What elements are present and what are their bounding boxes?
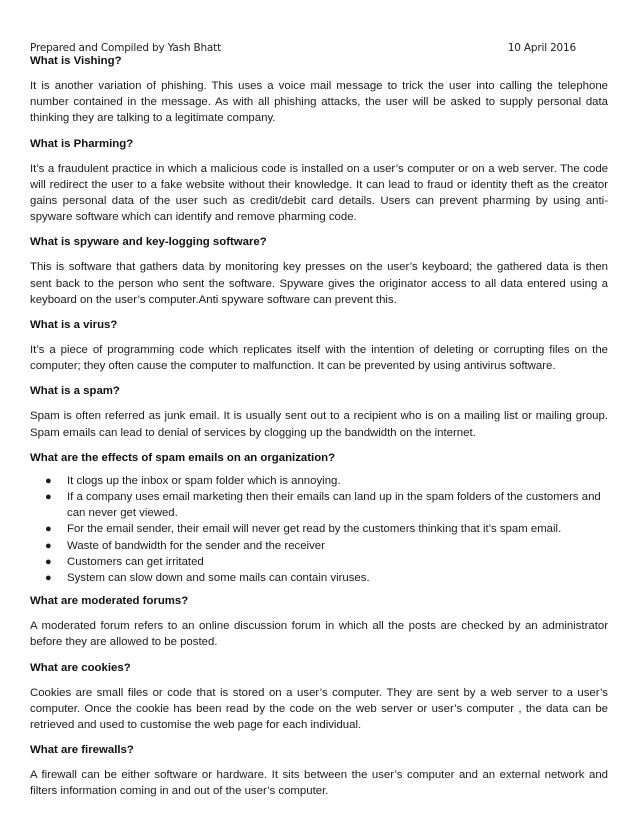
bullet-dot-icon: ● bbox=[45, 572, 52, 585]
section-heading: What is Pharming? bbox=[30, 137, 134, 150]
list-item-text: Customers can get irritated bbox=[67, 555, 204, 568]
bullet-dot-icon: ● bbox=[45, 474, 52, 487]
section-heading: What are moderated forums? bbox=[30, 595, 189, 608]
section-virus bbox=[30, 318, 608, 374]
section-pharming bbox=[30, 137, 608, 226]
section-heading: What are the effects of spam emails on an organization? bbox=[30, 451, 336, 464]
section-heading: What are firewalls? bbox=[30, 744, 134, 757]
list-item-text: System can slow down and some mails can contain viruses. bbox=[67, 572, 370, 585]
list-item-text: For the email sender, their email will never get read by the customers thinking that it’s spam email. bbox=[67, 523, 562, 536]
page-header bbox=[30, 42, 608, 54]
list-item bbox=[45, 473, 608, 489]
list-item-text: If a company uses email marketing then their emails can land up in the spam folders of the customers and can never get viewed. bbox=[67, 491, 601, 520]
bullet-list bbox=[30, 473, 608, 586]
header-date: 10 April 2016 bbox=[507, 42, 576, 54]
section-paragraph: Cookies are small files or code that is stored on a user’s computer. They are sent by a web server to a user’s computer. Once the cookie has been read by the code on the web server or user’s computer , the data can be retrieved and used to customise the web page for each individual. bbox=[30, 686, 608, 732]
section-spam-effects bbox=[30, 451, 608, 586]
section-paragraph: A moderated forum refers to an online discussion forum in which all the posts are checked by an administrator before they are allowed to be posted. bbox=[30, 620, 608, 649]
section-moderated-forums bbox=[30, 594, 608, 650]
list-item-text: Waste of bandwidth for the sender and the receiver bbox=[67, 539, 325, 552]
section-vishing bbox=[30, 54, 608, 127]
section-paragraph: Spam is often referred as junk email. It is usually sent out to a recipient who is on a mailing list or mailing group. Spam emails can lead to denial of services by clogging up the bandwidth on the internet. bbox=[30, 410, 608, 439]
section-heading: What is a spam? bbox=[30, 385, 120, 398]
section-firewalls bbox=[30, 743, 608, 799]
bullet-dot-icon: ● bbox=[45, 539, 52, 552]
section-paragraph: It is another variation of phishing. This uses a voice mail message to trick the user into calling the telephone number contained in the message. As with all phishing attacks, the user will be asked to supply personal data thinking they are talking to a legitimate company. bbox=[30, 80, 608, 125]
section-paragraph: This is software that gathers data by monitoring key presses on the user’s keyboard; the gathered data is then sent back to the person who sent the software. Spyware gives the originator access to all data entered using a keyboard on the user’s computer.Anti spyware software can prevent this. bbox=[30, 261, 608, 306]
list-item bbox=[45, 538, 608, 554]
list-item bbox=[45, 521, 608, 537]
section-cookies bbox=[30, 661, 608, 734]
section-paragraph: It’s a fraudulent practice in which a malicious code is installed on a user’s computer or on a web server. The code will redirect the user to a fake website without their knowledge. It can lead to fraud or identity theft as the creator gains personal data of the user such as credit/debit card details. Users can prevent pharming by using anti-spyware software which can identify and remove pharming code. bbox=[30, 162, 608, 224]
section-heading: What is spyware and key-logging software? bbox=[30, 236, 267, 249]
section-spam bbox=[30, 384, 608, 440]
list-item-text: It clogs up the inbox or spam folder which is annoying. bbox=[67, 474, 341, 487]
bullet-dot-icon: ● bbox=[45, 491, 52, 504]
bullet-dot-icon: ● bbox=[45, 555, 52, 568]
list-item bbox=[45, 570, 608, 586]
header-author: Prepared and Compiled by Yash Bhatt bbox=[30, 42, 221, 54]
bullet-dot-icon: ● bbox=[45, 523, 52, 536]
list-item bbox=[45, 489, 608, 521]
section-spyware bbox=[30, 235, 608, 308]
section-heading: What are cookies? bbox=[30, 661, 131, 674]
section-paragraph: It’s a piece of programming code which replicates itself with the intention of deleting or corrupting files on the computer; they often cause the computer to malfunction. It can be prevented by using antivirus software. bbox=[30, 344, 608, 373]
section-heading: What is a virus? bbox=[30, 319, 118, 332]
section-paragraph: A firewall can be either software or hardware. It sits between the user’s computer and an external network and filters information coming in and out of the user’s computer. bbox=[30, 769, 608, 798]
list-item bbox=[45, 554, 608, 570]
section-heading: What is Vishing? bbox=[30, 55, 122, 67]
